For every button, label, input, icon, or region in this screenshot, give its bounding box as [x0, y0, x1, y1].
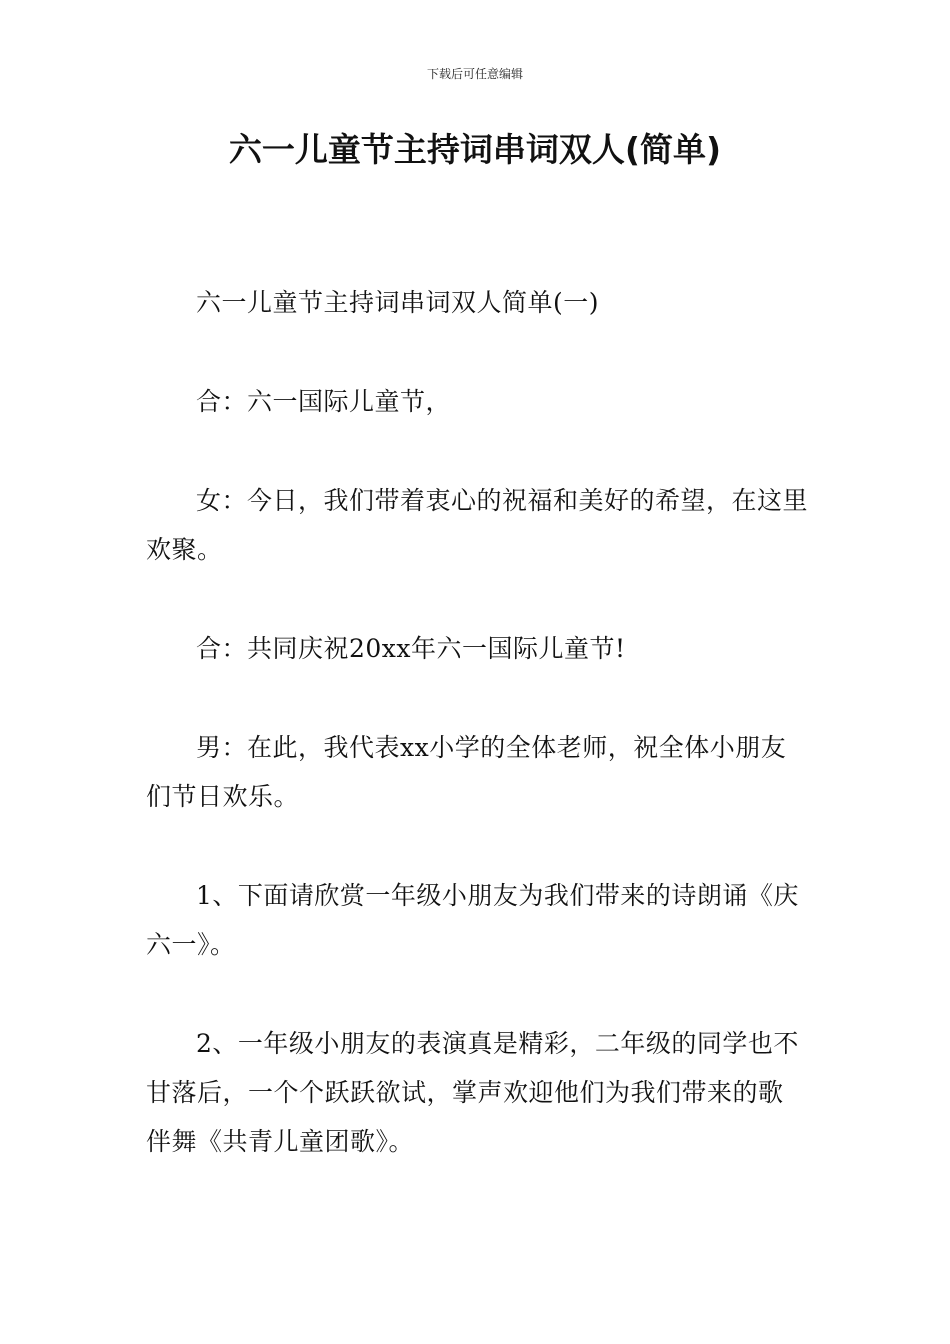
paragraph: 合：共同庆祝20xx年六一国际儿童节! [196, 634, 626, 663]
paragraph: 2、一年级小朋友的表演真是精彩，二年级的同学也不甘落后，一个个跃跃欲试，掌声欢迎他们为我们带来的歌伴舞《共青儿童团歌》。 [146, 1029, 799, 1156]
document-title: 六一儿童节主持词串词双人(简单) [228, 130, 722, 169]
paragraph: 女：今日，我们带着衷心的祝福和美好的希望，在这里欢聚。 [146, 486, 809, 564]
document-body [146, 278, 808, 1216]
paragraph: 1、下面请欣赏一年级小朋友为我们带来的诗朗诵《庆六一》。 [146, 881, 799, 959]
paragraph: 合：六一国际儿童节， [196, 387, 452, 416]
header-note: 下载后可任意编辑 [426, 67, 523, 81]
section-heading: 六一儿童节主持词串词双人简单(一) [196, 288, 600, 317]
paragraph: 男：在此，我代表xx小学的全体老师，祝全体小朋友们节日欢乐。 [146, 733, 787, 811]
